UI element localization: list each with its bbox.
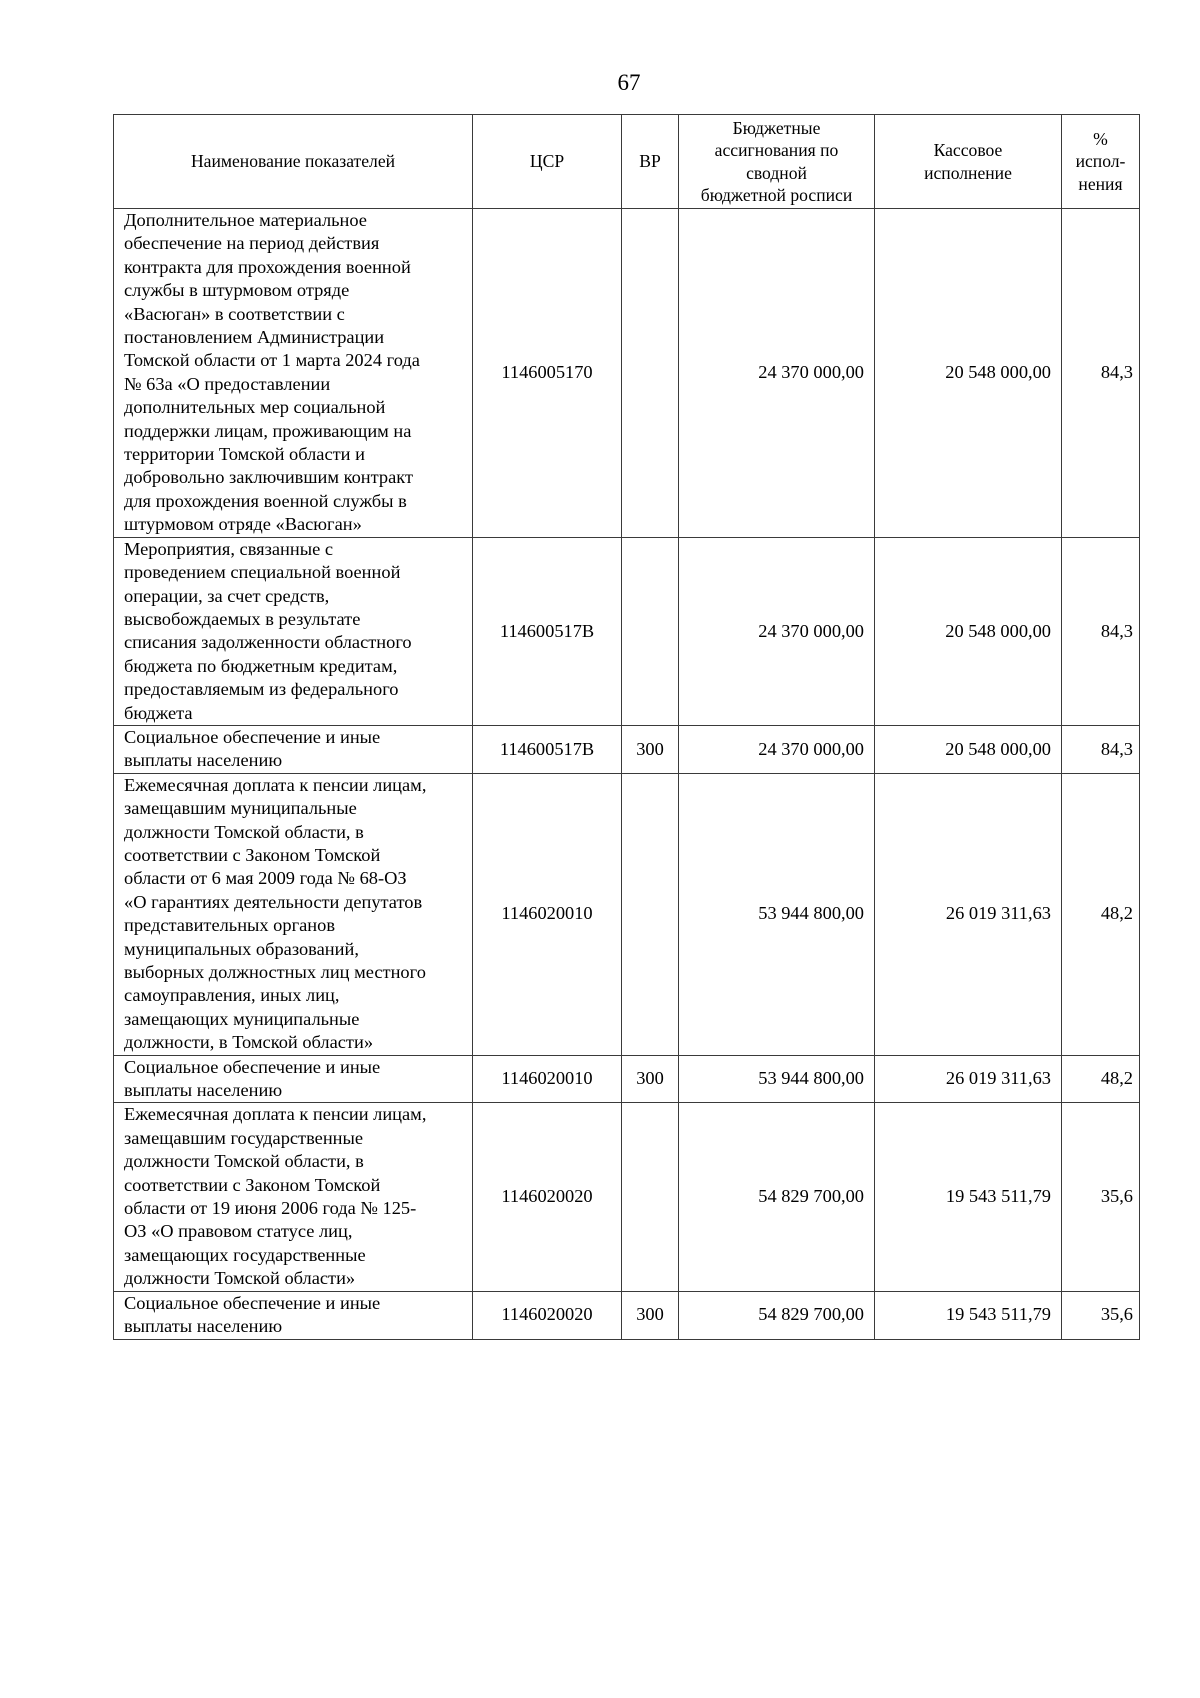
table-row — [114, 725, 1140, 773]
row-csr: 1146020020 — [473, 1103, 622, 1291]
row-indicator-name-line: Дополнительное материальное — [124, 210, 367, 230]
row-indicator-name-line: высвобождаемых в результате — [124, 608, 361, 629]
row-indicator-name-line: поддержки лицам, проживающим на — [124, 420, 412, 441]
row-percent: 48,2 — [1062, 1055, 1140, 1103]
row-indicator-name-line: Социальное обеспечение и иные — [124, 1292, 381, 1313]
row-indicator-name-line: соответствии с Законом Томской — [124, 1174, 381, 1195]
row-indicator-name-line: области от 6 мая 2009 года № 68-ОЗ — [124, 868, 407, 889]
row-assignments: 24 370 000,00 — [679, 209, 875, 538]
row-indicator-name — [114, 209, 473, 538]
row-vr — [622, 1103, 679, 1291]
row-cash-execution: 26 019 311,63 — [875, 773, 1062, 1055]
row-indicator-name — [114, 1103, 473, 1291]
table-row — [114, 537, 1140, 725]
row-percent: 84,3 — [1062, 537, 1140, 725]
table-row — [114, 1055, 1140, 1103]
row-indicator-name-line: представительных органов — [124, 915, 335, 936]
row-indicator-name-line: должности Томской области, в — [124, 1151, 364, 1172]
row-indicator-name-line: выплаты населению — [124, 1080, 283, 1101]
row-indicator-name-line: № 63а «О предоставлении — [124, 373, 331, 394]
row-percent: 84,3 — [1062, 209, 1140, 538]
row-percent: 84,3 — [1062, 725, 1140, 773]
header-assignments-line: сводной — [746, 162, 807, 183]
row-indicator-name-line: предоставляемым из федерального — [124, 679, 399, 700]
row-cash-execution: 19 543 511,79 — [875, 1291, 1062, 1339]
row-indicator-name-line: выборных должностных лиц местного — [124, 962, 426, 982]
row-indicator-name-line: бюджета — [124, 702, 193, 723]
row-indicator-name-line: замещавшим муниципальные — [124, 798, 357, 819]
row-cash-execution: 20 548 000,00 — [875, 209, 1062, 538]
header-name: Наименование показателей — [114, 115, 473, 209]
row-csr: 114600517В — [473, 537, 622, 725]
row-indicator-name-line: соответствии с Законом Томской — [124, 844, 381, 865]
row-indicator-name-line: выплаты населению — [124, 750, 283, 771]
row-indicator-name — [114, 725, 473, 773]
row-indicator-name-line: «Васюган» в соответствии с — [124, 303, 345, 324]
header-percent-line: нения — [1078, 173, 1123, 194]
row-indicator-name-line: добровольно заключившим контракт — [124, 467, 413, 488]
row-indicator-name-line: обеспечение на период действия — [124, 233, 380, 254]
header-percent — [1062, 115, 1140, 209]
row-csr: 1146005170 — [473, 209, 622, 538]
row-cash-execution: 20 548 000,00 — [875, 725, 1062, 773]
row-indicator-name-line: Ежемесячная доплата к пенсии лицам, — [124, 774, 427, 795]
budget-table — [113, 114, 1140, 1340]
row-assignments: 24 370 000,00 — [679, 725, 875, 773]
header-percent-line: % — [1093, 128, 1108, 149]
row-indicator-name-line: для прохождения военной службы в — [124, 490, 407, 511]
row-indicator-name-line: самоуправления, иных лиц, — [124, 985, 340, 1006]
row-indicator-name — [114, 1055, 473, 1103]
row-indicator-name-line: территории Томской области и — [124, 444, 365, 465]
row-assignments: 54 829 700,00 — [679, 1291, 875, 1339]
table-row — [114, 773, 1140, 1055]
row-indicator-name-line: проведением специальной военной — [124, 562, 401, 583]
row-indicator-name-line: должности Томской области» — [124, 1268, 356, 1289]
row-indicator-name — [114, 1291, 473, 1339]
row-indicator-name-line: штурмовом отряде «Васюган» — [124, 514, 362, 535]
row-vr — [622, 209, 679, 538]
table-header-row — [114, 115, 1140, 209]
row-indicator-name-line: муниципальных образований, — [124, 938, 359, 959]
row-indicator-name-line: области от 19 июня 2006 года № 125- — [124, 1198, 417, 1219]
table-row — [114, 1291, 1140, 1339]
row-indicator-name-line: контракта для прохождения военной — [124, 256, 411, 277]
header-percent-line: испол- — [1075, 151, 1126, 172]
row-csr: 114600517В — [473, 725, 622, 773]
row-cash-execution: 26 019 311,63 — [875, 1055, 1062, 1103]
row-indicator-name-line: списания задолженности областного — [124, 632, 412, 653]
row-assignments: 24 370 000,00 — [679, 537, 875, 725]
row-percent: 48,2 — [1062, 773, 1140, 1055]
row-indicator-name-line: бюджета по бюджетным кредитам, — [124, 655, 398, 676]
row-cash-execution: 19 543 511,79 — [875, 1103, 1062, 1291]
row-assignments: 54 829 700,00 — [679, 1103, 875, 1291]
header-assignments-line: Бюджетные — [732, 117, 821, 138]
header-assignments-line: ассигнования по — [714, 140, 839, 160]
row-vr: 300 — [622, 1291, 679, 1339]
row-cash-execution: 20 548 000,00 — [875, 537, 1062, 725]
header-assignments — [679, 115, 875, 209]
row-indicator-name-line: должности Томской области, в — [124, 821, 364, 842]
table-row — [114, 1103, 1140, 1291]
row-indicator-name-line: Социальное обеспечение и иные — [124, 726, 381, 747]
row-vr: 300 — [622, 1055, 679, 1103]
table-body — [114, 209, 1140, 1340]
row-assignments: 53 944 800,00 — [679, 1055, 875, 1103]
header-vr: ВР — [622, 115, 679, 209]
row-indicator-name-line: замещающих муниципальные — [124, 1008, 360, 1029]
row-vr: 300 — [622, 725, 679, 773]
row-indicator-name-line: замещающих государственные — [124, 1244, 366, 1265]
row-indicator-name-line: дополнительных мер социальной — [124, 397, 386, 418]
row-indicator-name-line: «О гарантиях деятельности депутатов — [124, 891, 423, 912]
header-cash-execution — [875, 115, 1062, 209]
row-percent: 35,6 — [1062, 1291, 1140, 1339]
row-indicator-name-line: службы в штурмовом отряде — [124, 280, 350, 301]
row-vr — [622, 537, 679, 725]
row-indicator-name-line: постановлением Администрации — [124, 327, 385, 348]
page-number: 67 — [617, 70, 641, 95]
row-csr: 1146020010 — [473, 1055, 622, 1103]
row-indicator-name-line: Томской области от 1 марта 2024 года — [124, 350, 420, 371]
row-indicator-name-line: операции, за счет средств, — [124, 585, 330, 606]
row-csr: 1146020010 — [473, 773, 622, 1055]
row-indicator-name — [114, 537, 473, 725]
row-indicator-name-line: Мероприятия, связанные с — [124, 538, 333, 559]
row-csr: 1146020020 — [473, 1291, 622, 1339]
row-indicator-name-line: Социальное обеспечение и иные — [124, 1056, 381, 1077]
row-assignments: 53 944 800,00 — [679, 773, 875, 1055]
row-percent: 35,6 — [1062, 1103, 1140, 1291]
header-assignments-line: бюджетной росписи — [700, 185, 853, 205]
row-indicator-name-line: выплаты населению — [124, 1316, 283, 1337]
header-cash-line: Кассовое — [933, 140, 1003, 160]
row-indicator-name-line: замещавшим государственные — [124, 1127, 364, 1148]
row-indicator-name-line: Ежемесячная доплата к пенсии лицам, — [124, 1104, 427, 1125]
header-cash-line: исполнение — [924, 162, 1012, 183]
header-csr: ЦСР — [473, 115, 622, 209]
row-indicator-name-line: ОЗ «О правовом статусе лиц, — [124, 1221, 353, 1242]
row-indicator-name-line: должности, в Томской области» — [124, 1032, 374, 1053]
row-vr — [622, 773, 679, 1055]
table-row — [114, 209, 1140, 538]
row-indicator-name — [114, 773, 473, 1055]
